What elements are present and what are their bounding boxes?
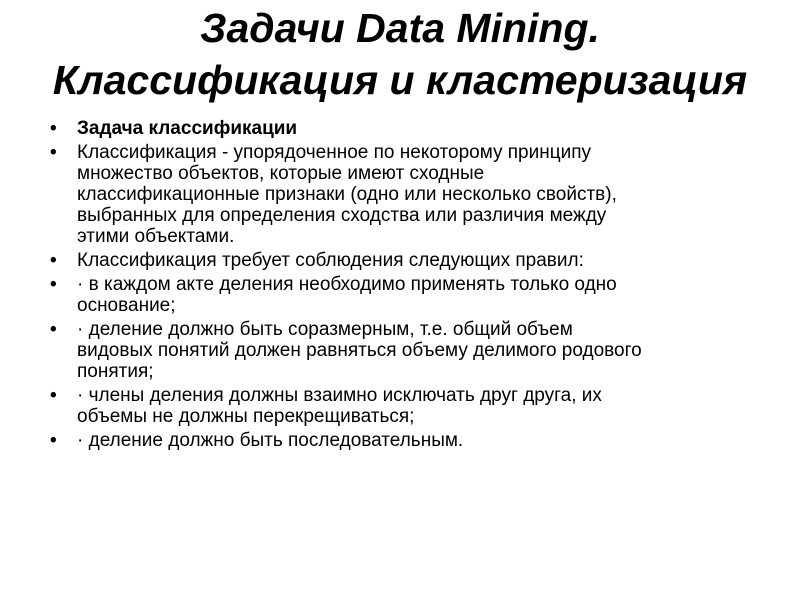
bullet-item-rule-sequential (50, 430, 760, 451)
bullet-text (77, 385, 760, 427)
bullet-text (77, 118, 760, 139)
bullet-line: · деление должно быть последовательным. (77, 430, 464, 451)
bullet-text (77, 430, 760, 451)
bullet-item-rule-mutually-exclusive (50, 385, 760, 427)
bullet-line: множество объектов, которые имеют сходные (77, 163, 485, 184)
bullet-line: этими объектами. (77, 226, 235, 247)
bullet-line: · деление должно быть соразмерным, т.е. общий объем (77, 319, 573, 340)
bullet-text (77, 274, 760, 316)
bullet-line: основание; (77, 295, 176, 316)
bullet-text (77, 142, 760, 247)
bullet-line: видовых понятий должен равняться объему делимого родового (77, 340, 642, 361)
bullet-item-rule-one-basis (50, 274, 760, 316)
bullet-item-rules-intro (50, 250, 760, 271)
bullet-marker: • (50, 118, 57, 139)
bullet-text (77, 250, 760, 271)
bullet-marker: • (50, 250, 57, 271)
bullet-line: Классификация - упорядоченное по некоторому принципу (77, 142, 592, 163)
bullet-item-classification-task (50, 118, 760, 139)
bullet-line: понятия; (77, 361, 154, 382)
bullet-item-classification-definition (50, 142, 760, 247)
bullet-marker: • (50, 385, 57, 406)
bullet-item-rule-proportional (50, 319, 760, 382)
bullet-marker: • (50, 142, 57, 163)
bullet-line: · члены деления должны взаимно исключать друг друга, их (77, 385, 602, 406)
bullet-list (50, 118, 760, 454)
slide-title-line-1: Задачи Data Mining. (200, 5, 600, 51)
bullet-line: объемы не должны перекрещиваться; (77, 406, 415, 427)
bullet-line: выбранных для определения сходства или различия между (77, 205, 607, 226)
slide-title (0, 2, 800, 106)
slide-title-line-2: Классификация и кластеризация (52, 57, 748, 103)
bullet-line: Классификация требует соблюдения следующих правил: (77, 250, 584, 271)
bullet-line: · в каждом акте деления необходимо применять только одно (77, 274, 617, 295)
bullet-text (77, 319, 760, 382)
bullet-marker: • (50, 430, 57, 451)
bullet-marker: • (50, 319, 57, 340)
bullet-line: классификационные признаки (одно или несколько свойств), (77, 184, 617, 205)
bullet-marker: • (50, 274, 57, 295)
bullet-line: Задача классификации (77, 118, 298, 139)
